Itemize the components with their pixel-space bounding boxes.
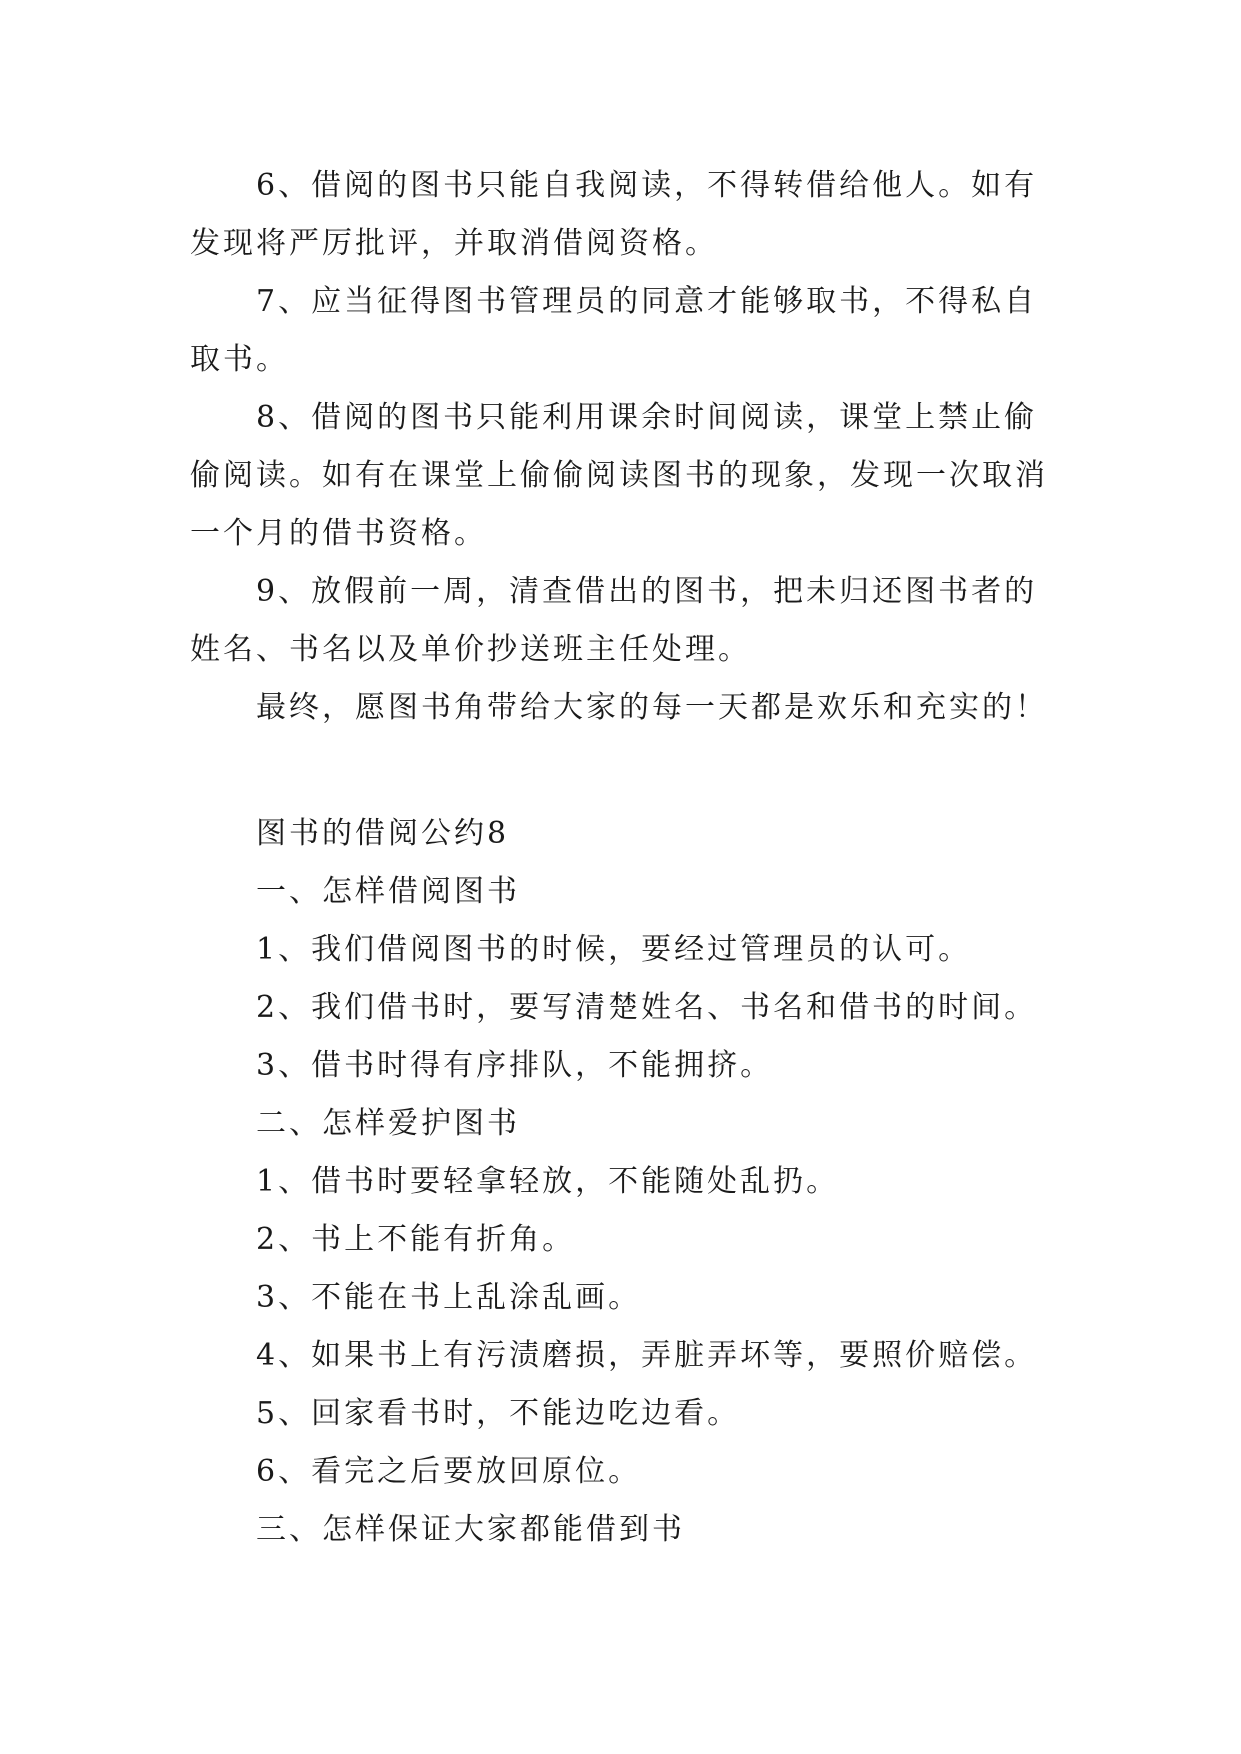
heading-how-to-care: 二、怎样爱护图书	[256, 1106, 520, 1141]
care-item-1: 1、借书时要轻拿轻放，不能随处乱扔。	[256, 1164, 840, 1199]
borrow-item-1: 1、我们借阅图书的时候，要经过管理员的认可。	[256, 932, 972, 967]
rule-8-line-3: 一个月的借书资格。	[190, 516, 487, 551]
closing-line: 最终，愿图书角带给大家的每一天都是欢乐和充实的！	[256, 690, 1048, 725]
care-item-3: 3、不能在书上乱涂乱画。	[256, 1280, 642, 1315]
rule-8-line-2: 偷阅读。如有在课堂上偷偷阅读图书的现象，发现一次取消	[190, 458, 1048, 493]
heading-ensure-access: 三、怎样保证大家都能借到书	[256, 1512, 685, 1547]
borrow-item-2: 2、我们借书时，要写清楚姓名、书名和借书的时间。	[256, 990, 1038, 1025]
care-item-2: 2、书上不能有折角。	[256, 1222, 576, 1257]
convention-8	[190, 805, 1060, 1559]
heading-how-to-borrow: 一、怎样借阅图书	[256, 874, 520, 909]
care-item-5: 5、回家看书时，不能边吃边看。	[256, 1396, 741, 1431]
rule-8-line-1: 8、借阅的图书只能利用课余时间阅读，课堂上禁止偷	[256, 400, 1038, 435]
rule-7-line-1: 7、应当征得图书管理员的同意才能够取书，不得私自	[256, 284, 1038, 319]
rule-6-line-1: 6、借阅的图书只能自我阅读，不得转借给他人。如有	[256, 168, 1038, 203]
care-item-6: 6、看完之后要放回原位。	[256, 1454, 642, 1489]
borrow-item-3: 3、借书时得有序排队，不能拥挤。	[256, 1048, 774, 1083]
rule-9-line-2: 姓名、书名以及单价抄送班主任处理。	[190, 632, 751, 667]
rule-7-line-2: 取书。	[190, 342, 289, 377]
rules-continuation	[190, 157, 1060, 737]
rule-6-line-2: 发现将严厉批评，并取消借阅资格。	[190, 226, 718, 261]
rule-9-line-1: 9、放假前一周，清查借出的图书，把未归还图书者的	[256, 574, 1038, 609]
care-item-4: 4、如果书上有污渍磨损，弄脏弄坏等，要照价赔偿。	[256, 1338, 1038, 1373]
convention-title: 图书的借阅公约8	[256, 816, 510, 851]
